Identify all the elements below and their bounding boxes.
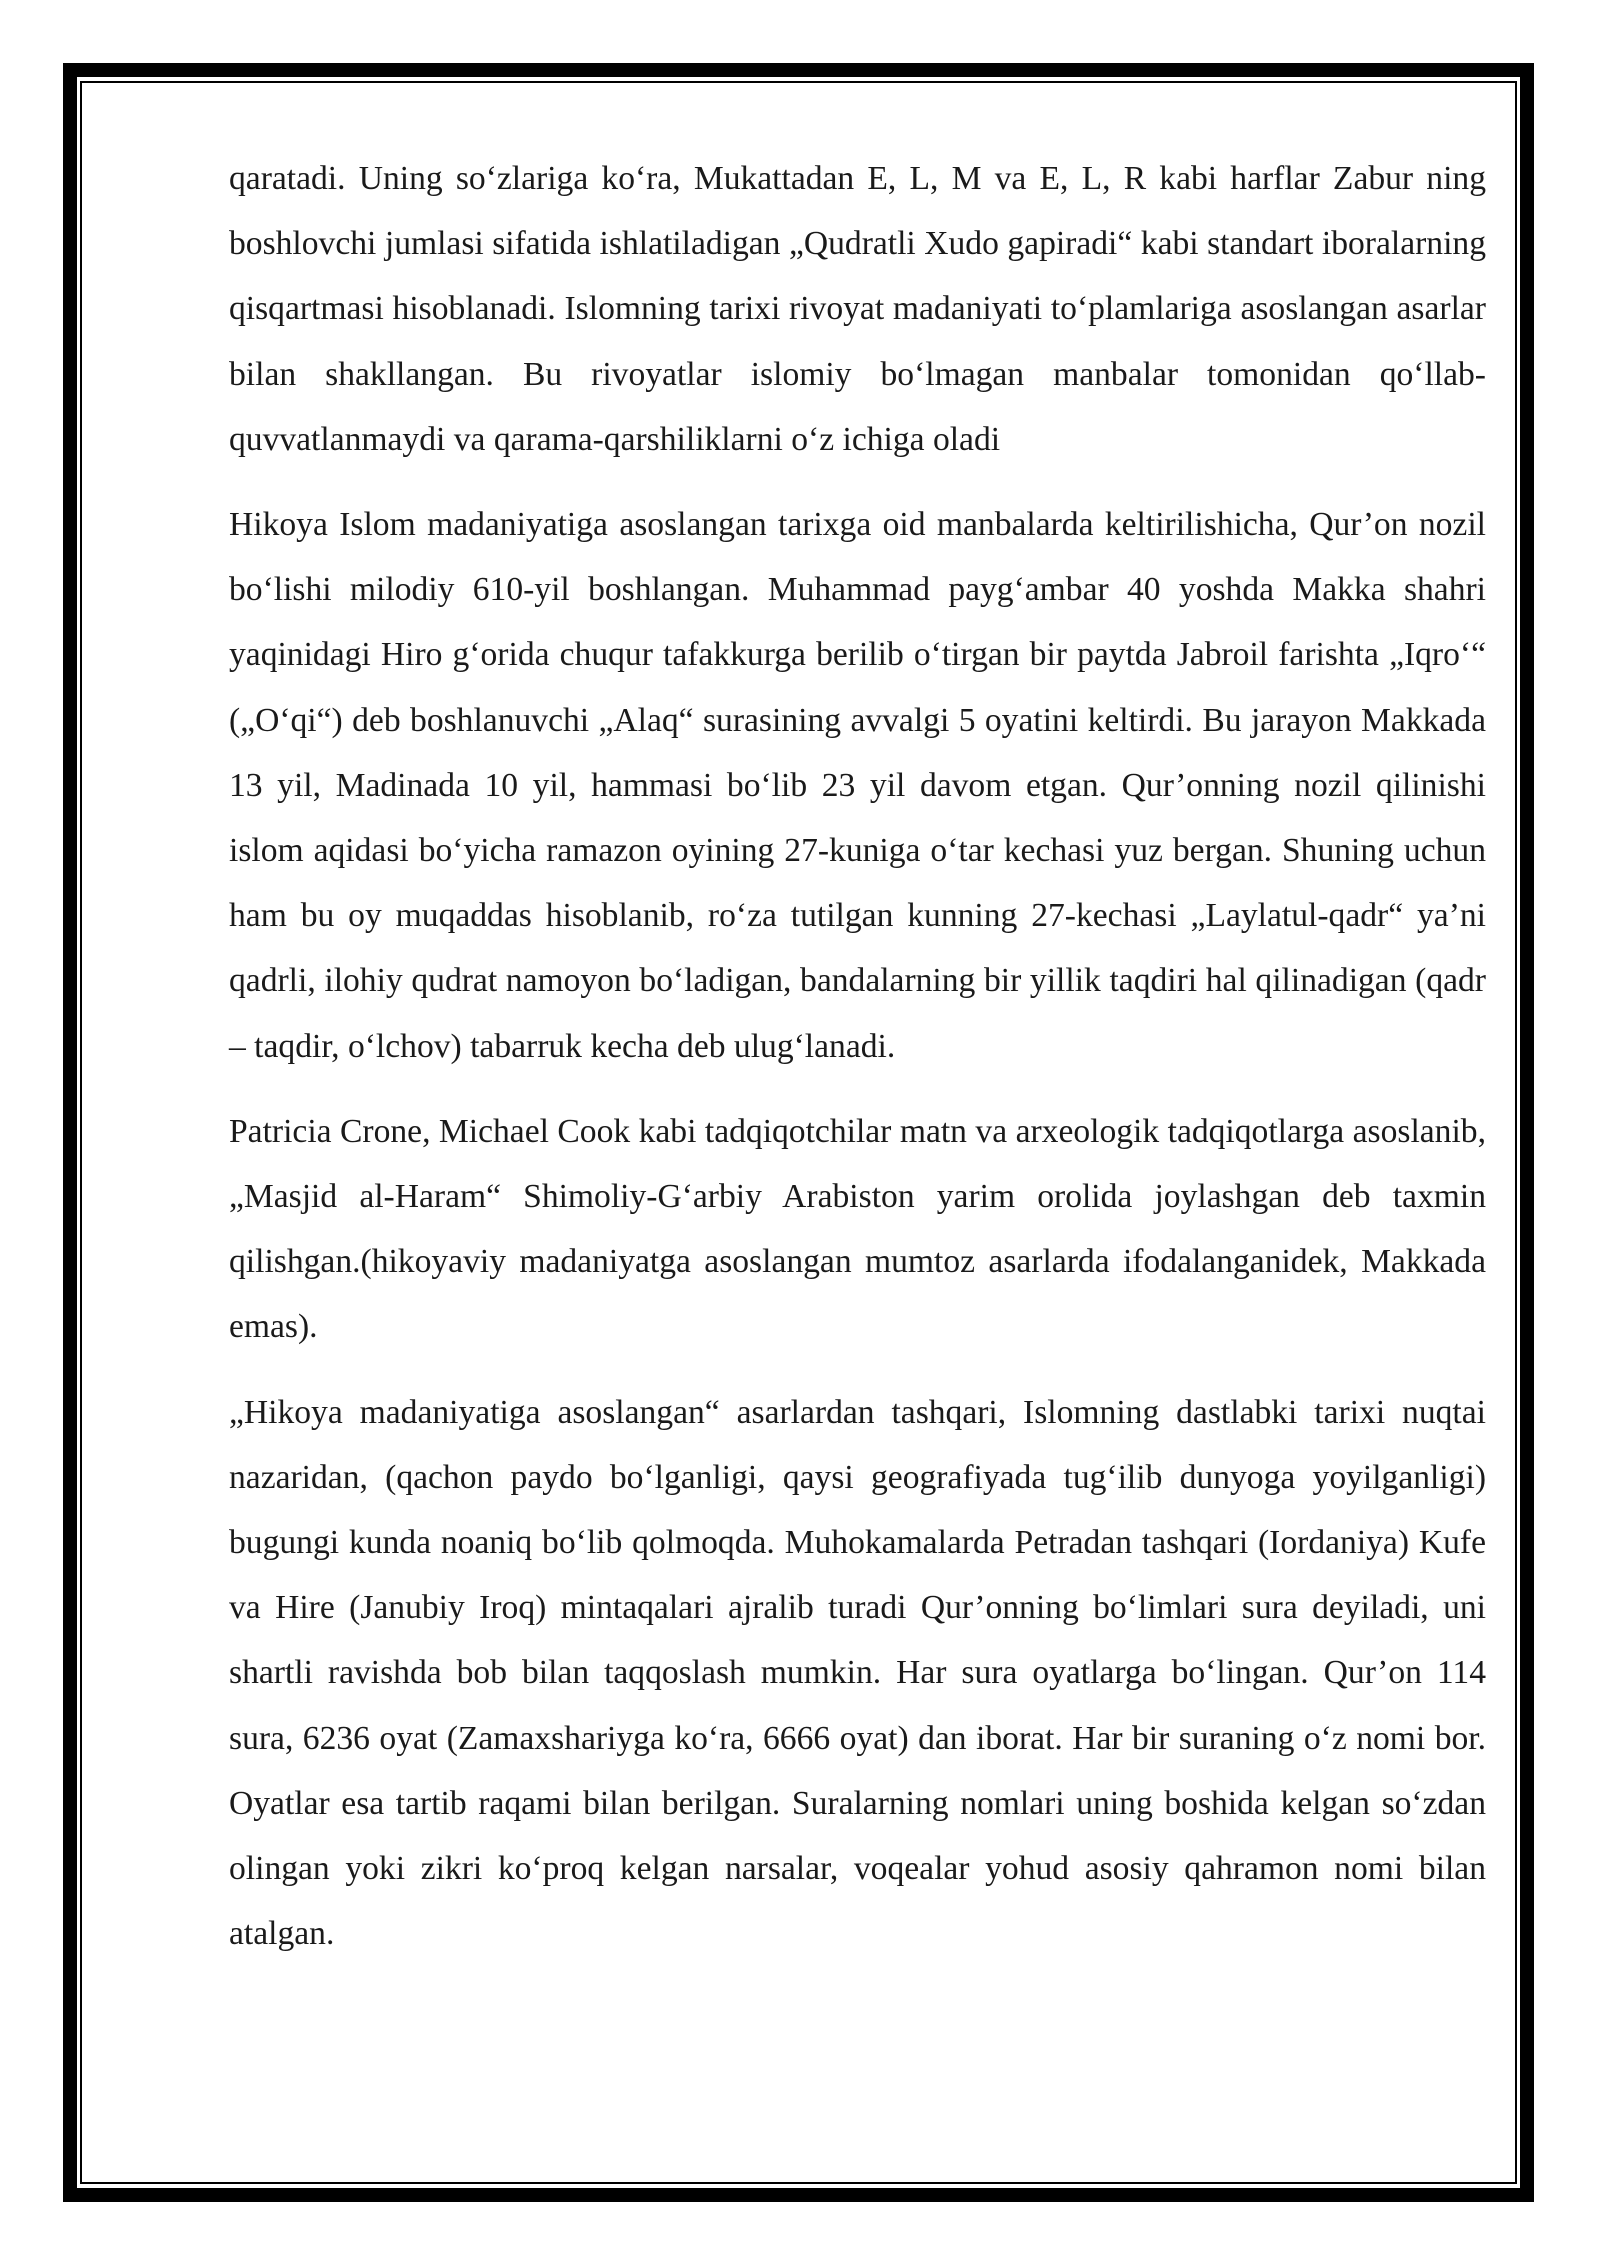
paragraph-1: qaratadi. Uning so‘zlariga ko‘ra, Mukattadan E, L, M va E, L, R kabi harflar Zabur ning boshlovchi jumlasi sifatida ishlatiladigan „Qudratli Xudo gapiradi“ kabi standart iboralarning qisqartmasi hisoblanadi. Islomning tarixi rivoyat madaniyati to‘plamlariga asoslangan asarlar bilan shakllangan. Bu rivoyatlar islomiy bo‘lmagan manbalar tomonidan qo‘llab-quvvatlanmaydi va qarama-qarshiliklarni o‘z ichiga oladi	[229, 160, 1486, 458]
paragraph-3: Patricia Crone, Michael Cook kabi tadqiqotchilar matn va arxeologik tadqiqotlarga asoslanib, „Masjid al-Haram“ Shimoliy-G‘arbiy Arabiston yarim orolida joylashgan deb taxmin qilishgan.(hikoyaviy madaniyatga asoslangan mumtoz asarlarda ifodalanganidek, Makkada emas).	[229, 1112, 1486, 1346]
paragraph-2: Hikoya Islom madaniyatiga asoslangan tarixga oid manbalarda keltirilishicha, Qur’on nozil bo‘lishi milodiy 610-yil boshlangan. Muhammad payg‘ambar 40 yoshda Makka shahri yaqinidagi Hiro g‘orida chuqur tafakkurga berilib o‘tirgan bir paytda Jabroil farishta „Iqro‘“ („O‘qi“) deb boshlanuvchi „Alaq“ surasining avvalgi 5 oyatini keltirdi. Bu jarayon Makkada 13 yil, Madinada 10 yil, hammasi bo‘lib 23 yil davom etgan. Qur’onning nozil qilinishi islom aqidasi bo‘yicha ramazon oyining 27-kuniga o‘tar kechasi yuz bergan. Shuning uchun ham bu oy muqaddas hisoblanib, ro‘za tutilgan kunning 27-kechasi „Laylatul-qadr“ ya’ni qadrli, ilohiy qudrat namoyon bo‘ladigan, bandalarning bir yillik taqdiri hal qilinadigan (qadr – taqdir, o‘lchov) tabarruk kecha deb ulug‘lanadi.	[229, 506, 1486, 1065]
document-body	[229, 146, 1486, 1986]
paragraph-4: „Hikoya madaniyatiga asoslangan“ asarlardan tashqari, Islomning dastlabki tarixi nuqtai nazaridan, (qachon paydo bo‘lganligi, qaysi geografiyada tug‘ilib dunyoga yoyilganligi) bugungi kunda noaniq bo‘lib qolmoqda. Muhokamalarda Petradan tashqari (Iordaniya) Kufe va Hire (Janubiy Iroq) mintaqalari ajralib turadi Qur’onning bo‘limlari sura deyiladi, uni shartli ravishda bob bilan taqqoslash mumkin. Har sura oyatlarga bo‘lingan. Qur’on 114 sura, 6236 oyat (Zamaxshariyga ko‘ra, 6666 oyat) dan iborat. Har bir suraning o‘z nomi bor. Oyatlar esa tartib raqami bilan berilgan. Suralarning nomlari uning boshida kelgan so‘zdan olingan yoki zikri ko‘proq kelgan narsalar, voqealar yohud asosiy qahramon nomi bilan atalgan.	[229, 1393, 1486, 1953]
